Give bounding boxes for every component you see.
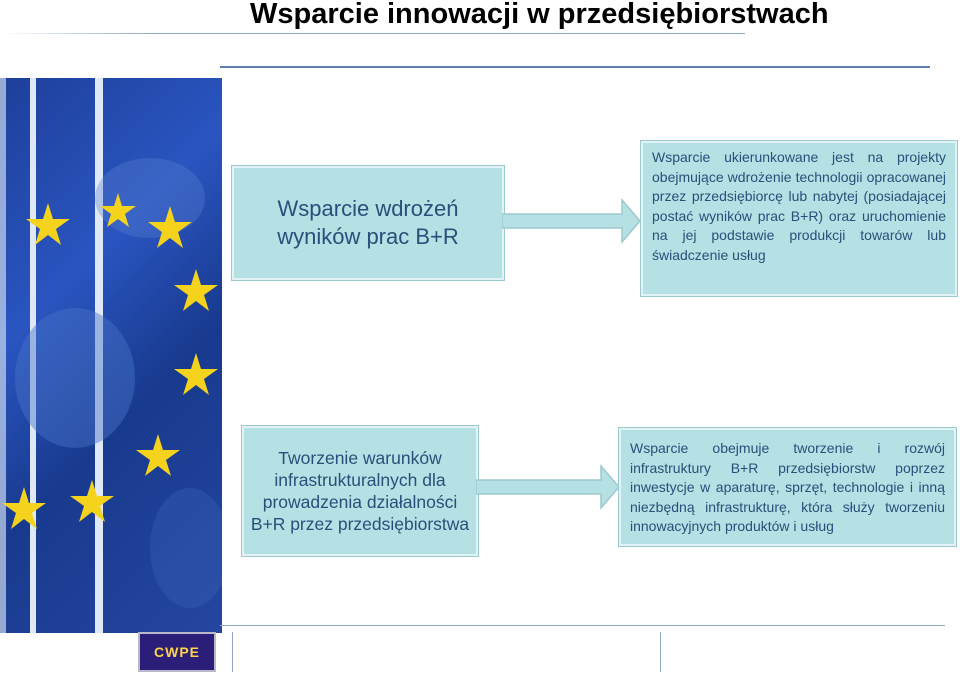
- footer-divider: [220, 625, 945, 626]
- title-divider: [0, 33, 745, 34]
- row2-label: Tworzenie warunków infrastrukturalnych dla prowadzenia działalności B+R przez przedsiębiorstwa: [250, 448, 470, 534]
- row2-description-box: [619, 428, 956, 546]
- eu-flag-image: [0, 78, 222, 633]
- header-divider: [220, 66, 930, 68]
- flag-star-7: [70, 480, 114, 522]
- row1-arrow-icon: [502, 196, 642, 246]
- flag-star-4: [174, 269, 218, 311]
- cwpe-logo: [138, 632, 216, 672]
- row2-description: Wsparcie obejmuje tworzenie i rozwój infrastruktury B+R przedsiębiorstw poprzez inwestycje w aparaturę, sprzęt, technologie i inną niezbędną infrastrukturę, która służy tworzeniu innowacyjnych produktów i usług: [630, 440, 945, 534]
- page-title: Wsparcie innowacji w przedsiębiorstwach: [250, 0, 829, 30]
- row1-description-box: [641, 141, 957, 296]
- row1-description: Wsparcie ukierunkowane jest na projekty obejmujące wdrożenie technologii opracowanej przez przedsiębiorcę lub nabytej (posiadającej postać wyników prac B+R) oraz uruchomienie na jej podstawie produkcji towarów lub świadczenie usług: [652, 149, 946, 263]
- flag-star-5: [174, 353, 218, 395]
- row1-label-box: [232, 166, 504, 280]
- row2-label-box: [242, 426, 478, 556]
- row2-arrow-icon: [476, 462, 621, 512]
- flag-star-8: [2, 487, 46, 529]
- footer-separator-right: [660, 632, 661, 672]
- row1-label: Wsparcie wdrożeń wyników prac B+R: [277, 196, 459, 249]
- logo-text: CWPE: [154, 644, 200, 660]
- footer-separator-left: [232, 632, 233, 672]
- flag-star-6: [136, 434, 180, 476]
